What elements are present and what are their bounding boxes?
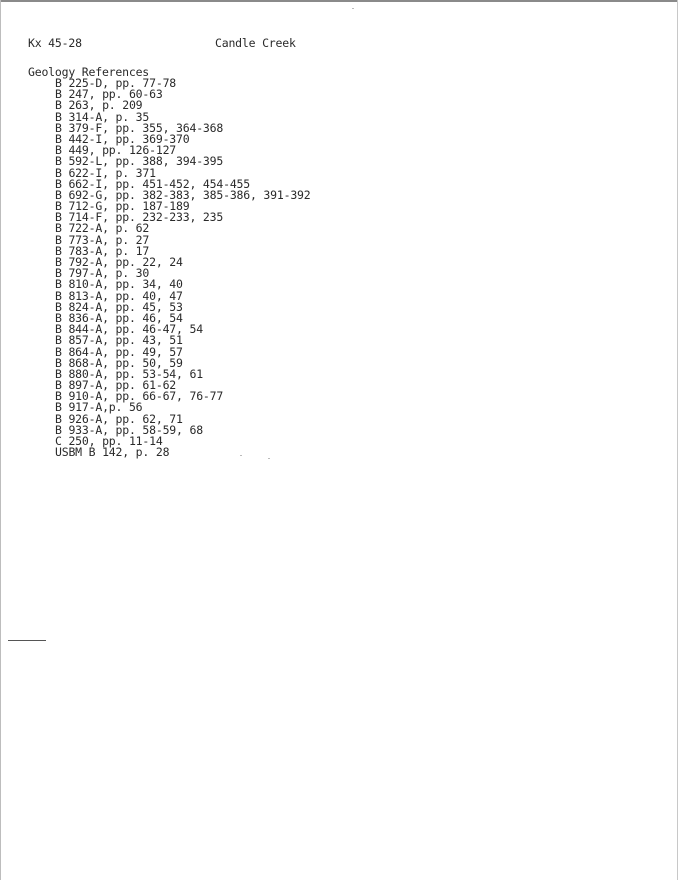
reference-item: C 250, pp. 11-14	[55, 434, 163, 448]
reference-item: B 783-A, p. 17	[55, 243, 150, 258]
reference-item: USBM B 142, p. 28	[55, 445, 170, 460]
reference-item: B 836-A, pp. 46, 54	[55, 310, 183, 325]
reference-item: B 714-F, pp. 232-233, 235	[55, 210, 224, 225]
reference-item: B 797-A, p. 30	[55, 266, 150, 281]
reference-item: B 857-A, pp. 43, 51	[55, 333, 183, 348]
reference-item: B 868-A, pp. 50, 59	[55, 355, 183, 370]
reference-item: B 773-A, p. 27	[55, 232, 150, 247]
reference-item: B 722-A, p. 62	[55, 221, 150, 236]
reference-item: B 880-A, pp. 53-54, 61	[55, 366, 203, 381]
reference-item: B 926-A, pp. 62, 71	[55, 411, 183, 426]
reference-item: B 824-A, pp. 45, 53	[55, 299, 183, 314]
scan-speck	[268, 458, 270, 459]
reference-item: B 692-G, pp. 382-383, 385-386, 391-392	[55, 187, 311, 202]
reference-item: B 917-A,p. 56	[55, 400, 143, 415]
reference-item: B 910-A, pp. 66-67, 76-77	[55, 389, 224, 404]
document-id: Kx 45-28	[28, 36, 82, 50]
scan-speck	[352, 8, 354, 9]
document-title: Candle Creek	[215, 36, 296, 50]
reference-item: B 247, pp. 60-63	[55, 87, 163, 102]
scan-edge-left	[0, 0, 1, 880]
reference-item: B 263, p. 209	[55, 98, 143, 113]
reference-item: B 225-D, pp. 77-78	[55, 76, 177, 90]
reference-item: B 449, pp. 126-127	[55, 143, 177, 158]
margin-rule	[8, 640, 46, 641]
reference-item: B 813-A, pp. 40, 47	[55, 288, 183, 303]
reference-item: B 622-I, p. 371	[55, 165, 156, 180]
reference-item: B 712-G, pp. 187-189	[55, 199, 190, 214]
reference-item: B 864-A, pp. 49, 57	[55, 344, 183, 359]
reference-item: B 810-A, pp. 34, 40	[55, 277, 183, 292]
reference-item: B 442-I, pp. 369-370	[55, 131, 190, 146]
reference-item: B 314-A, p. 35	[55, 109, 150, 124]
scan-edge-top	[0, 0, 678, 2]
reference-item: B 792-A, pp. 22, 24	[55, 255, 183, 269]
section-heading: Geology References	[28, 65, 150, 79]
reference-item: B 933-A, pp. 58-59, 68	[55, 422, 203, 437]
reference-item: B 844-A, pp. 46-47, 54	[55, 322, 203, 337]
reference-item: B 379-F, pp. 355, 364-368	[55, 120, 224, 135]
reference-item: B 592-L, pp. 388, 394-395	[55, 154, 224, 169]
reference-item: B 897-A, pp. 61-62	[55, 378, 177, 393]
scan-speck	[240, 455, 242, 456]
reference-list	[55, 78, 311, 458]
reference-item: B 662-I, pp. 451-452, 454-455	[55, 176, 250, 191]
